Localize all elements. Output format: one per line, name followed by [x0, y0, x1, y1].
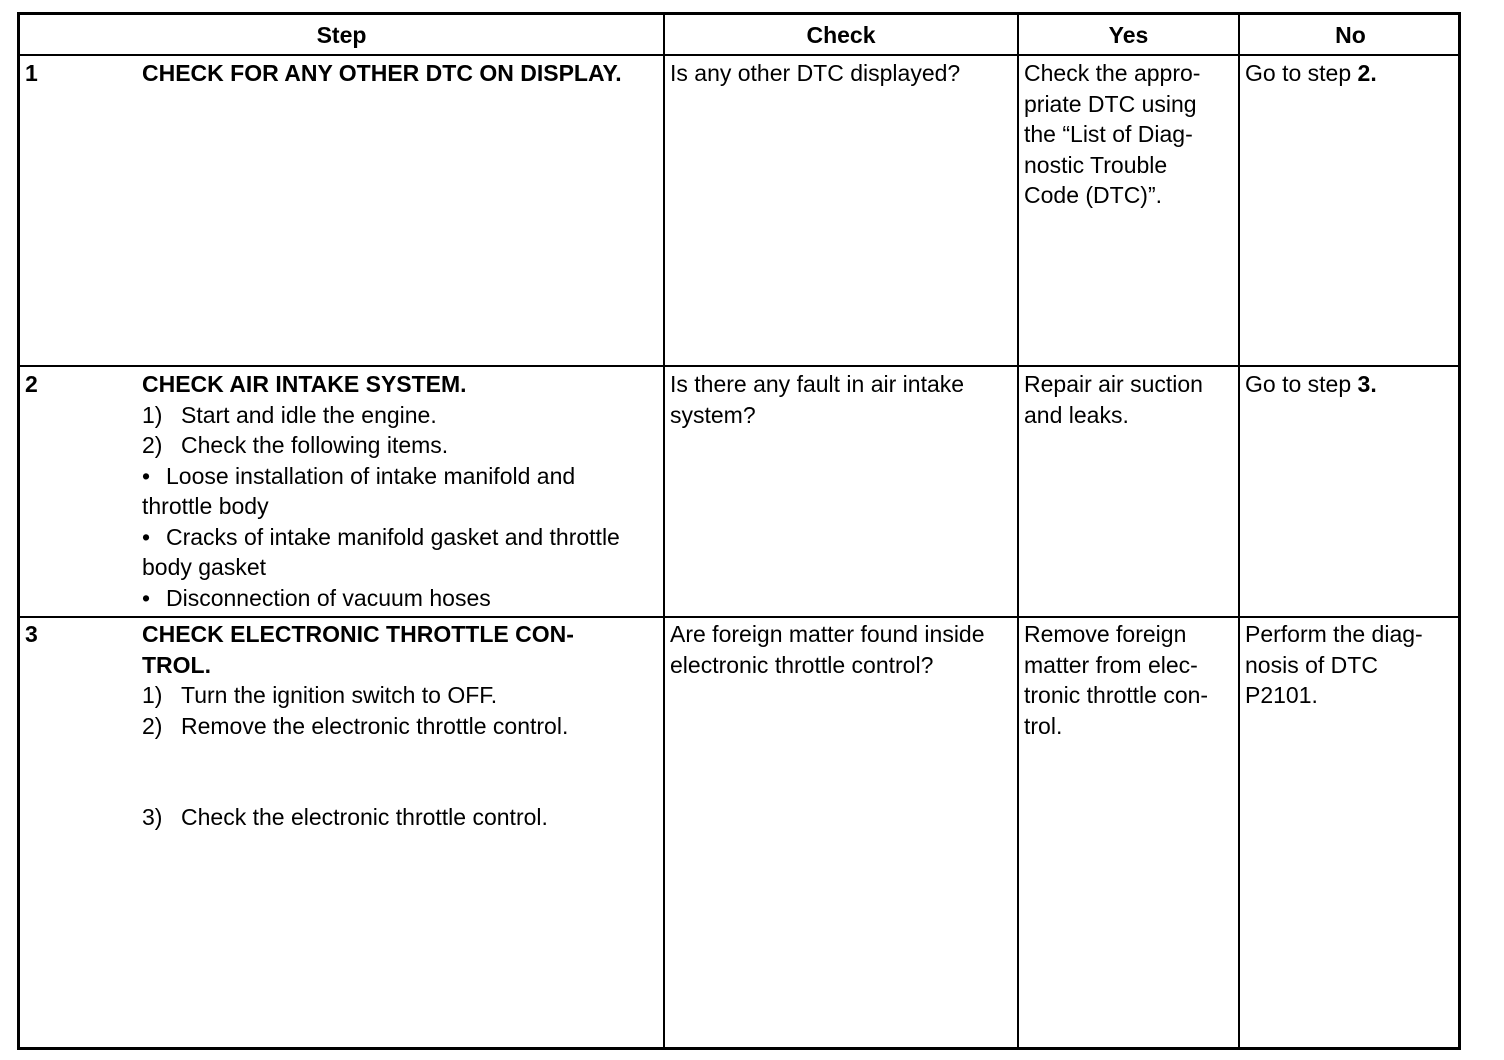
bullet-item — [142, 461, 620, 492]
yes-action — [1024, 619, 1208, 741]
procedure-item — [142, 711, 574, 742]
bullet-text: Cracks of intake manifold gasket and throttle — [166, 523, 620, 550]
no-suffix: . — [1370, 371, 1377, 397]
yes-line: and leaks. — [1024, 401, 1129, 428]
procedure-item — [142, 680, 574, 711]
column-divider-step-check — [663, 15, 665, 1047]
bullet-marker: • — [142, 523, 151, 550]
step-content — [142, 369, 620, 613]
step-reference: 2 — [1357, 60, 1371, 86]
step-title: CHECK ELECTRONIC THROTTLE CON- — [142, 621, 574, 647]
bullet-item — [142, 522, 620, 553]
item-text: Check the following items. — [181, 432, 449, 458]
header-step: Step — [316, 22, 367, 48]
check-line: system? — [670, 401, 756, 428]
step-title: CHECK FOR ANY OTHER DTC ON DISPLAY. — [142, 60, 622, 86]
spacer — [142, 741, 574, 802]
bullet-item — [142, 583, 620, 614]
no-line: P2101. — [1245, 682, 1318, 708]
procedure-item — [142, 430, 620, 461]
bullet-marker: • — [142, 584, 151, 611]
diagnostic-table — [17, 12, 1461, 1050]
header-no: No — [1335, 22, 1366, 48]
no-action — [1245, 58, 1377, 89]
procedure-item — [142, 802, 574, 833]
header-check: Check — [806, 22, 876, 48]
item-text: Start and idle the engine. — [181, 401, 437, 428]
no-line: nosis of DTC — [1245, 651, 1378, 678]
step-content — [142, 619, 574, 833]
no-suffix: . — [1370, 60, 1377, 86]
yes-line: Check the appro- — [1024, 60, 1201, 86]
item-marker: 2) — [142, 432, 163, 458]
item-marker: 2) — [142, 712, 163, 739]
yes-line: trol. — [1024, 712, 1063, 739]
step-number: 1 — [25, 60, 38, 86]
yes-line: Code (DTC)”. — [1024, 182, 1163, 208]
yes-line: matter from elec- — [1024, 651, 1198, 678]
step-number: 2 — [25, 371, 38, 397]
step-title: CHECK AIR INTAKE SYSTEM. — [142, 371, 467, 397]
item-marker: 1) — [142, 682, 163, 708]
check-line: electronic throttle control? — [670, 651, 934, 678]
no-prefix: Go to step — [1245, 60, 1358, 86]
no-action — [1245, 369, 1377, 400]
bullet-continuation: body gasket — [142, 554, 267, 580]
yes-line: tronic throttle con- — [1024, 682, 1209, 708]
row-divider-2-3 — [20, 616, 1458, 618]
procedure-item — [142, 400, 620, 431]
no-action — [1245, 619, 1423, 711]
column-divider-yes-no — [1238, 15, 1240, 1047]
step-reference: 3 — [1357, 371, 1371, 397]
yes-line: the “List of Diag- — [1024, 121, 1193, 147]
check-question: Is any other DTC displayed? — [670, 60, 961, 86]
yes-action — [1024, 369, 1203, 430]
yes-action — [1024, 58, 1200, 211]
yes-line: nostic Trouble — [1024, 151, 1168, 178]
check-line: Is there any fault in air intake — [670, 371, 965, 397]
no-prefix: Go to step — [1245, 371, 1358, 397]
yes-line: Remove foreign — [1024, 621, 1187, 647]
bullet-marker: • — [142, 462, 151, 489]
yes-line: Repair air suction — [1024, 371, 1203, 397]
bullet-text: Loose installation of intake manifold and — [166, 462, 576, 489]
item-marker: 1) — [142, 401, 163, 428]
check-question — [670, 619, 985, 680]
header-yes: Yes — [1108, 22, 1149, 48]
item-text: Turn the ignition switch to OFF. — [181, 682, 498, 708]
check-line: Are foreign matter found inside — [670, 621, 985, 647]
check-question — [670, 369, 964, 430]
row-divider-1-2 — [20, 365, 1458, 367]
item-text: Check the electronic throttle control. — [181, 804, 548, 830]
no-line: Perform the diag- — [1245, 621, 1423, 647]
item-text: Remove the electronic throttle control. — [181, 712, 569, 739]
bullet-text: Disconnection of vacuum hoses — [166, 584, 491, 611]
item-marker: 3) — [142, 804, 163, 830]
step-title: TROL. — [142, 651, 211, 678]
column-divider-check-yes — [1017, 15, 1019, 1047]
bullet-continuation: throttle body — [142, 493, 269, 519]
yes-line: priate DTC using — [1024, 90, 1197, 117]
step-number: 3 — [25, 621, 38, 647]
